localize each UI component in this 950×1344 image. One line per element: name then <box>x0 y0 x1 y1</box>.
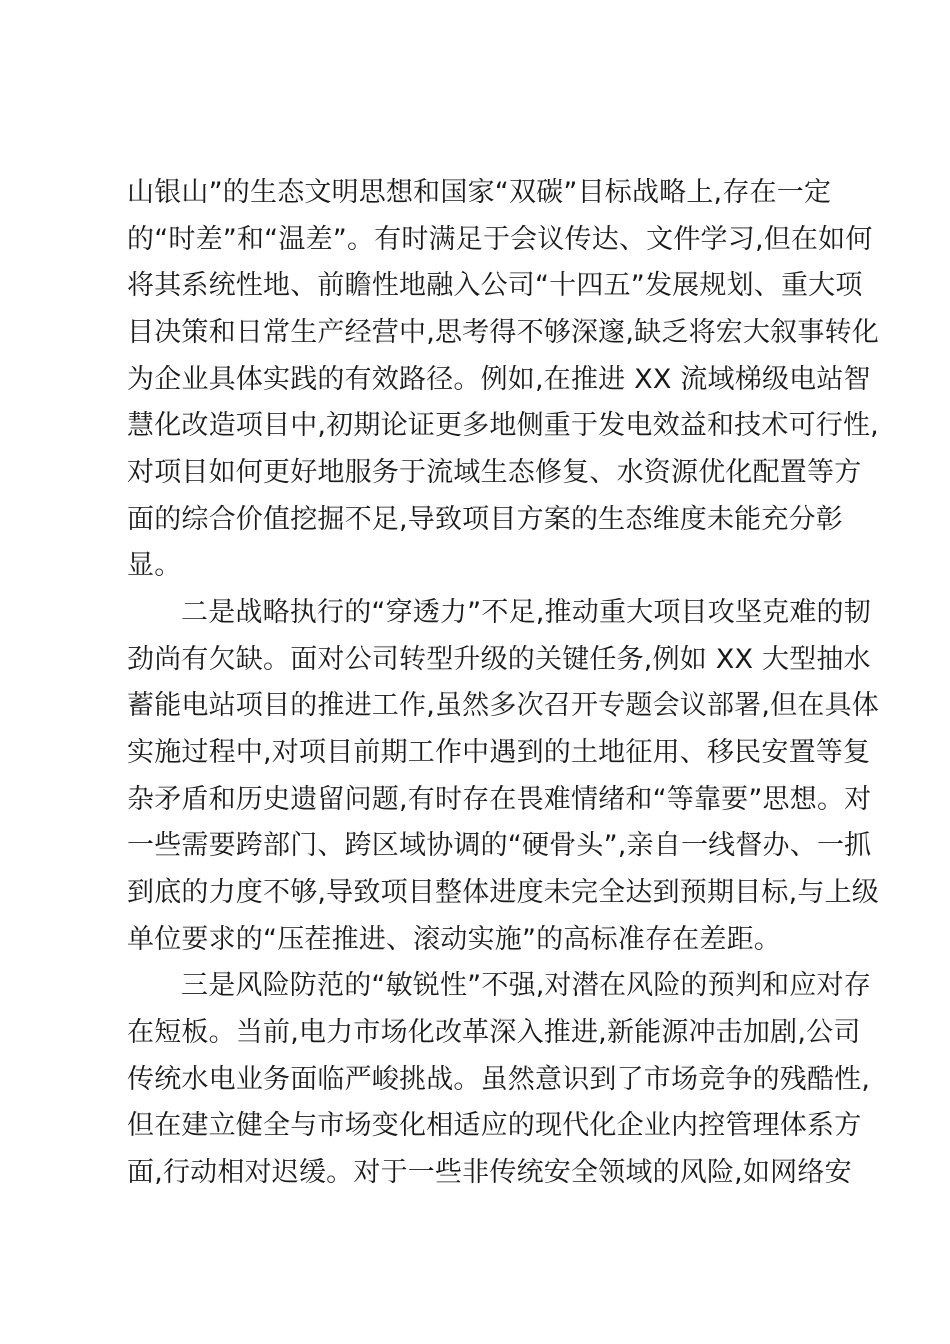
text-line: 杂矛盾和历史遗留问题,有时存在畏难情绪和“等靠要”思想。对 <box>127 784 872 815</box>
text-line: 将其系统性地、前瞻性地融入公司“十四五”发展规划、重大项 <box>127 270 863 301</box>
text-line: 为企业具体实践的有效路径。例如,在推进 XX 流域梯级电站智 <box>127 364 871 395</box>
text-line: 劲尚有欠缺。面对公司转型升级的关键任务,例如 XX 大型抽水 <box>127 644 871 675</box>
text-line: 到底的力度不够,导致项目整体进度未完全达到预期目标,与上级 <box>127 877 879 908</box>
text-line: 的“时差”和“温差”。有时满足于会议传达、文件学习,但在如何 <box>127 224 873 255</box>
text-line: 在短板。当前,电力市场化改革深入推进,新能源冲击加剧,公司 <box>127 1017 861 1048</box>
text-line: 目决策和日常生产经营中,思考得不够深邃,缺乏将宏大叙事转化 <box>127 317 879 348</box>
text-line: 一些需要跨部门、跨区域协调的“硬骨头”,亲自一线督办、一抓 <box>127 830 872 861</box>
text-line: 山银山”的生态文明思想和国家“双碳”目标战略上,存在一定 <box>127 177 832 208</box>
text-line: 面的综合价值挖掘不足,导致项目方案的生态维度未能充分彰 <box>127 504 843 535</box>
text-line: 显。 <box>127 550 182 581</box>
text-line: 蓄能电站项目的推进工作,虽然多次召开专题会议部署,但在具体 <box>127 690 879 721</box>
text-line: 单位要求的“压茬推进、滚动实施”的高标准存在差距。 <box>127 924 781 955</box>
text-line: 实施过程中,对项目前期工作中遇到的土地征用、移民安置等复 <box>127 737 871 768</box>
paragraph-first-line: 二是战略执行的“穿透力”不足,推动重大项目攻坚克难的韧 <box>181 597 871 628</box>
paragraph-first-line: 三是风险防范的“敏锐性”不强,对潜在风险的预判和应对存 <box>181 970 871 1001</box>
text-line: 面,行动相对迟缓。对于一些非传统安全领域的风险,如网络安 <box>127 1157 852 1188</box>
text-line: 传统水电业务面临严峻挑战。虽然意识到了市场竞争的残酷性, <box>127 1064 871 1095</box>
text-line: 但在建立健全与市场变化相适应的现代化企业内控管理体系方 <box>127 1110 862 1141</box>
text-line: 慧化改造项目中,初期论证更多地侧重于发电效益和技术可行性, <box>127 410 879 441</box>
text-line: 对项目如何更好地服务于流域生态修复、水资源优化配置等方 <box>127 457 862 488</box>
